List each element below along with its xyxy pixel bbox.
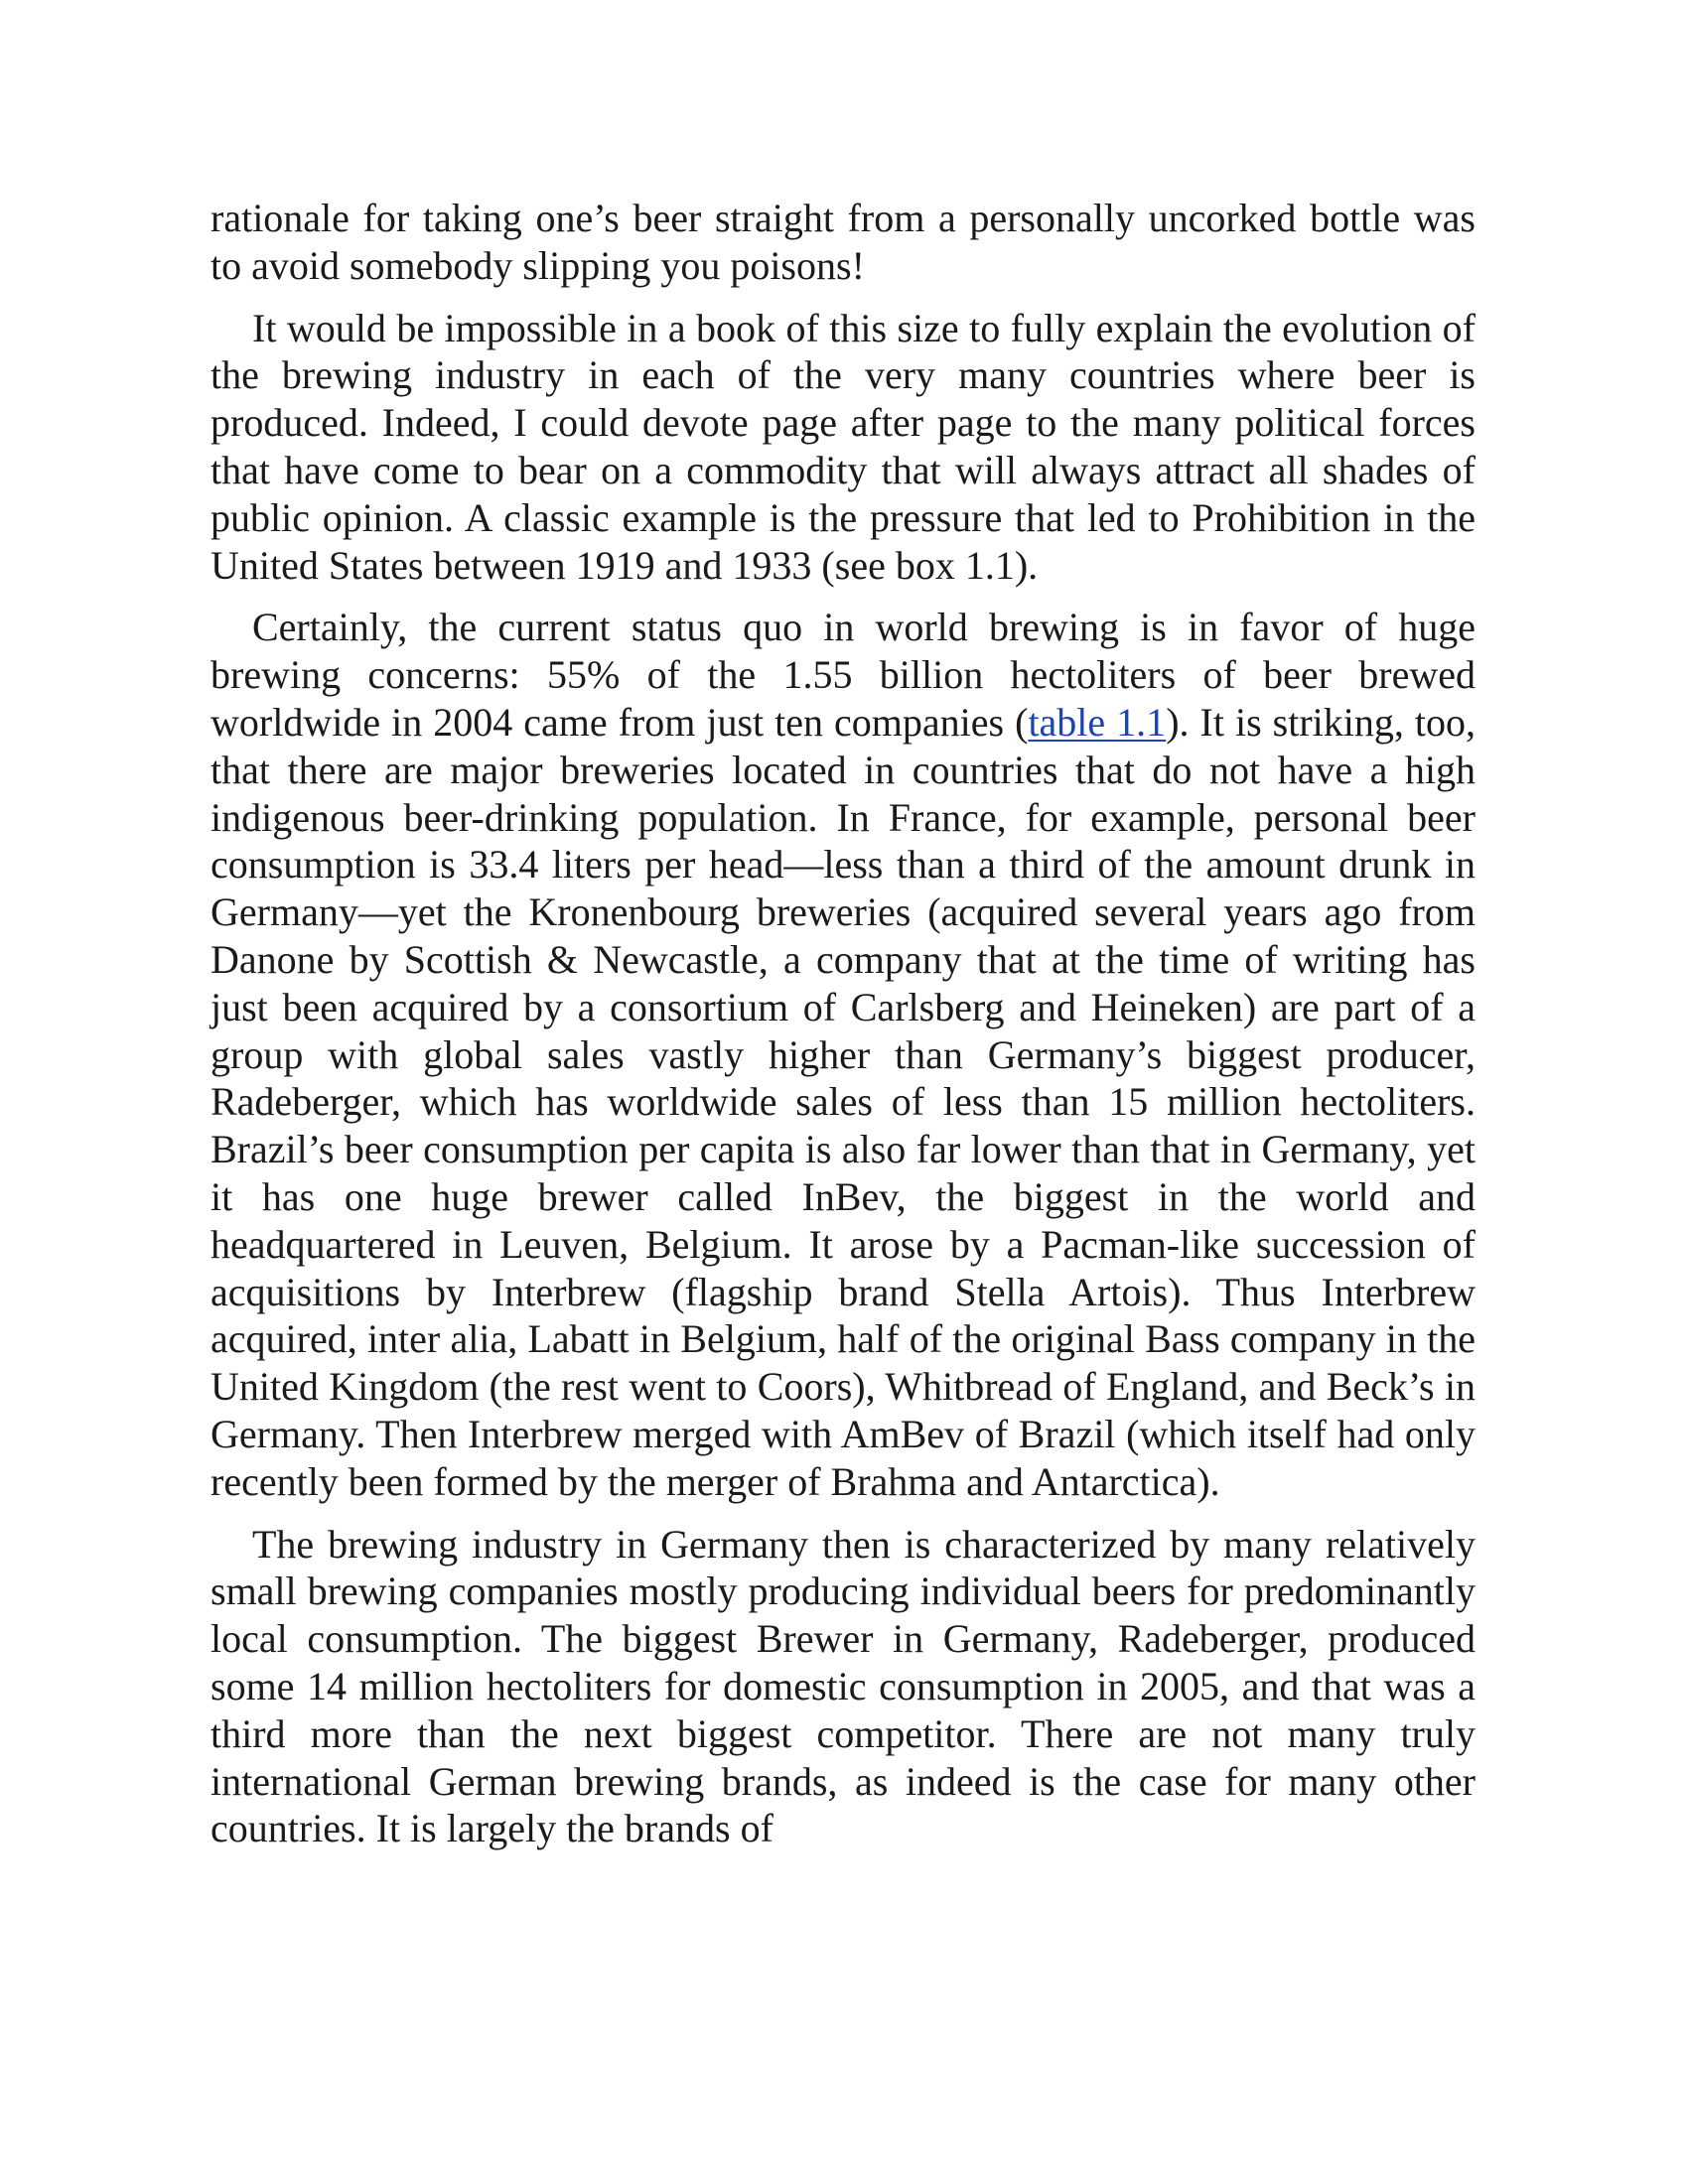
page-body — [211, 195, 1476, 1867]
paragraph-2: It would be impossible in a book of this size to fully explain the evolution of the brewing industry in each of the very many countries where beer is produced. Indeed, I could devote page after page to the many political forces that have come to bear on a commodity that will always attract all shades of public opinion. A classic example is the pressure that led to Prohibition in the United States between 1919 and 1933 (see box 1.1). — [211, 305, 1476, 588]
table-1-1-link[interactable]: table 1.1 — [1028, 699, 1167, 745]
paragraph-1: rationale for taking one’s beer straight from a personally uncorked bottle was to avoid somebody slipping you poisons! — [211, 196, 1476, 288]
paragraph-3-text-before-link: Certainly, the current status quo in world brewing is in favor of huge brewing concerns: 55% of the 1.55 billion hectoliters of beer brewed worldwide in 2004 came from just ten companies ( — [211, 605, 1476, 745]
paragraph-3-text-after-link: ). It is striking, too, that there are major breweries located in countries that do not have a high indigenous beer-drinking population. In France, for example, personal beer consumption is 33.4 liters per head—less than a third of the amount drunk in Germany—yet the Kronenbourg breweries (acquired several years ago from Danone by Scottish & Newcastle, a company that at the time of writing has just been acquired by a consortium of Carlsberg and Heineken) are part of a group with global sales vastly higher than Germany’s biggest producer, Radeberger, which has worldwide sales of less than 15 million hectoliters. Brazil’s beer consumption per capita is also far lower than that in Germany, yet it has one huge brewer called InBev, the biggest in the world and headquartered in Leuven, Belgium. It arose by a Pacman-like succession of acquisitions by Interbrew (flagship brand Stella Artois). Thus Interbrew acquired, inter alia, Labatt in Belgium, half of the original Bass company in the United Kingdom (the rest went to Coors), Whitbread of England, and Beck’s in Germany. Then Interbrew merged with AmBev of Brazil (which itself had only recently been formed by the merger of Brahma and Antarctica). — [211, 699, 1476, 1504]
paragraph-4: The brewing industry in Germany then is characterized by many relatively small brewing companies mostly producing individual beers for predominantly local consumption. The biggest Brewer in Germany, Radeberger, produced some 14 million hectoliters for domestic consumption in 2005, and that was a third more than the next biggest competitor. There are not many truly international German brewing brands, as indeed is the case for many other countries. It is largely the brands of — [211, 1521, 1476, 1851]
paragraph-3 — [211, 604, 1476, 1505]
